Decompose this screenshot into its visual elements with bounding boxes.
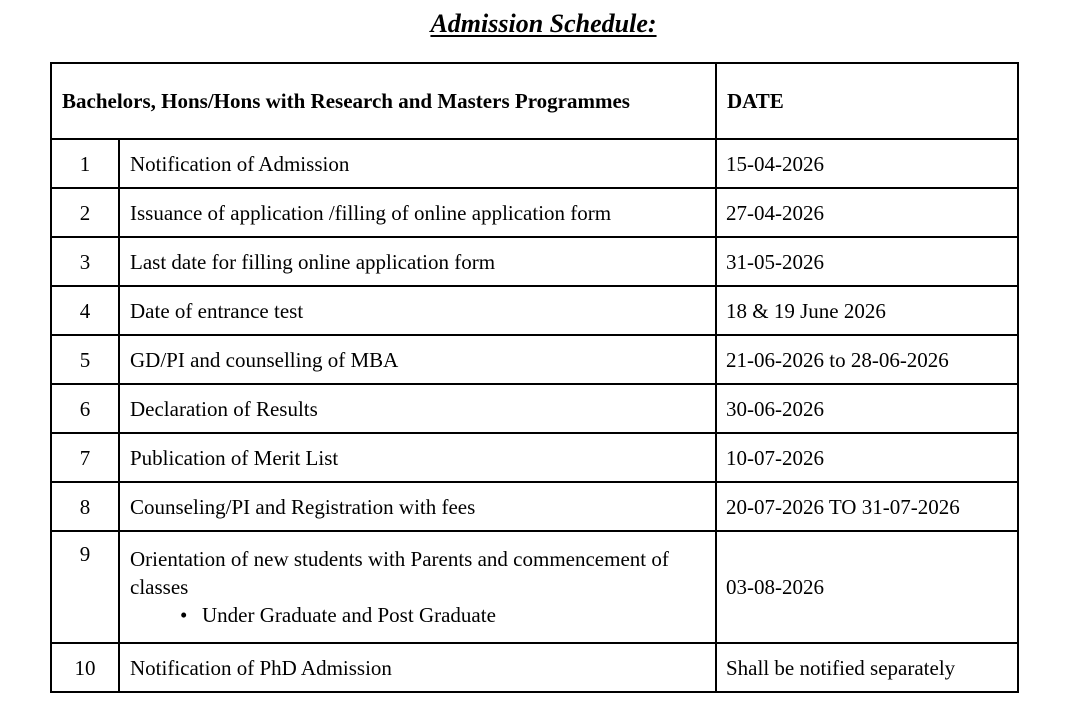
row-date: 18 & 19 June 2026 — [716, 286, 1018, 335]
row-event: Declaration of Results — [119, 384, 716, 433]
row-number: 10 — [51, 643, 119, 692]
row-date: 31-05-2026 — [716, 237, 1018, 286]
row-event: Last date for filling online application form — [119, 237, 716, 286]
row-event: Notification of Admission — [119, 139, 716, 188]
row-event: Counseling/PI and Registration with fees — [119, 482, 716, 531]
bullet-text: Under Graduate and Post Graduate — [202, 603, 496, 627]
table-row — [51, 531, 1018, 643]
row-event: Publication of Merit List — [119, 433, 716, 482]
table-row — [51, 139, 1018, 188]
row-date: 10-07-2026 — [716, 433, 1018, 482]
row-number: 1 — [51, 139, 119, 188]
header-date: DATE — [716, 63, 1018, 139]
row-number: 4 — [51, 286, 119, 335]
table-row — [51, 188, 1018, 237]
table-row — [51, 286, 1018, 335]
table-row — [51, 643, 1018, 692]
row-event: Orientation of new students with Parents and commencement of classes — [130, 547, 669, 599]
row-date: 03-08-2026 — [716, 531, 1018, 643]
row-date: 21-06-2026 to 28-06-2026 — [716, 335, 1018, 384]
row-number: 7 — [51, 433, 119, 482]
row-number: 5 — [51, 335, 119, 384]
table-row — [51, 482, 1018, 531]
row-number: 8 — [51, 482, 119, 531]
row-date: 20-07-2026 TO 31-07-2026 — [716, 482, 1018, 531]
row-event: Date of entrance test — [119, 286, 716, 335]
bullet-list — [130, 601, 705, 629]
table-header-row — [51, 63, 1018, 139]
row-number: 3 — [51, 237, 119, 286]
row-number: 9 — [51, 531, 119, 643]
table-row — [51, 335, 1018, 384]
row-event: Notification of PhD Admission — [119, 643, 716, 692]
row-date: 15-04-2026 — [716, 139, 1018, 188]
table-row — [51, 237, 1018, 286]
row-event: GD/PI and counselling of MBA — [119, 335, 716, 384]
table-row — [51, 433, 1018, 482]
row-date: 30-06-2026 — [716, 384, 1018, 433]
row-number: 6 — [51, 384, 119, 433]
page-title: Admission Schedule: — [430, 9, 657, 38]
row-number: 2 — [51, 188, 119, 237]
row-date: 27-04-2026 — [716, 188, 1018, 237]
row-date: Shall be notified separately — [716, 643, 1018, 692]
admission-schedule-table — [50, 62, 1019, 693]
table-row — [51, 384, 1018, 433]
bullet-icon: • — [180, 603, 188, 627]
row-event: Issuance of application /filling of online application form — [119, 188, 716, 237]
row-event-cell — [119, 531, 716, 643]
header-programmes: Bachelors, Hons/Hons with Research and Masters Programmes — [51, 63, 716, 139]
list-item — [180, 601, 705, 629]
